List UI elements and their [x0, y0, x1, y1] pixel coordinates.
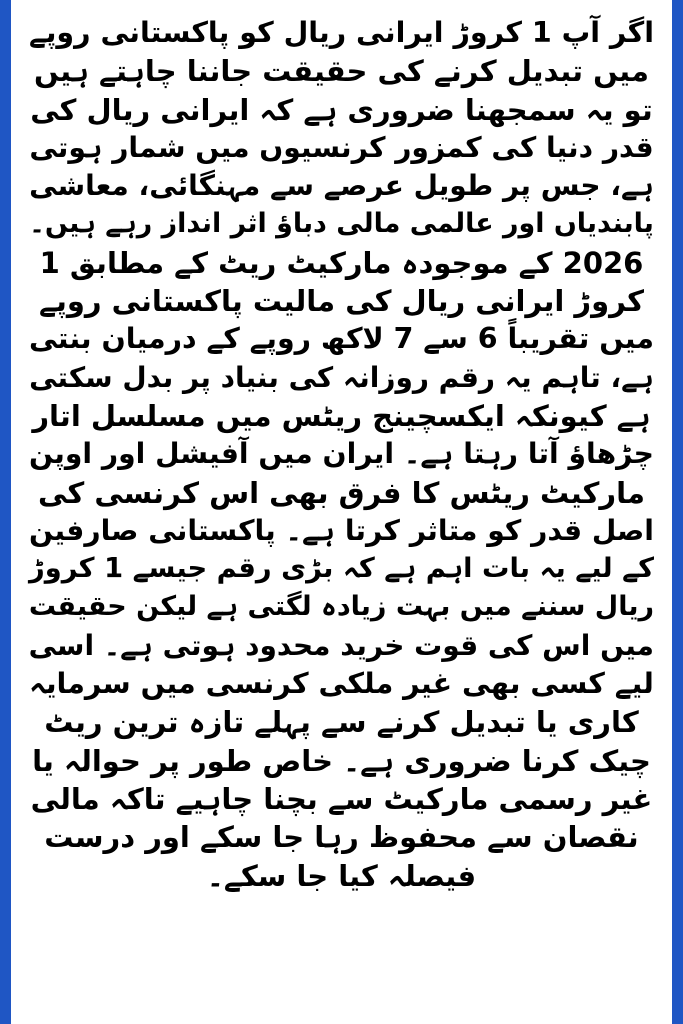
text-line: کے لیے یہ بات اہم ہے کہ بڑی رقم جیسے 1 کروڑ: [29, 553, 654, 585]
text-line: مارکیٹ ریٹس کا فرق بھی اس کرنسی کی: [38, 475, 645, 510]
text-line: کاری یا تبدیل کرنے سے پہلے تازہ ترین ریٹ: [44, 705, 639, 740]
text-line: 2026 کے موجودہ مارکیٹ ریٹ کے مطابق 1: [39, 245, 644, 280]
text-line: میں تقریباً 6 سے 7 لاکھ روپے کے درمیان بنتی: [28, 322, 654, 356]
text-line: پابندیاں اور عالمی مالی دباؤ اثر انداز رہے ہیں۔: [29, 208, 654, 240]
article-page: [11, 0, 672, 1024]
text-line: لیے کسی بھی غیر ملکی کرنسی میں سرمایہ: [29, 667, 654, 701]
text-line: کروڑ ایرانی ریال کی مالیت پاکستانی روپے: [38, 284, 645, 319]
text-line: غیر رسمی مارکیٹ سے بچنا چاہیے تاکہ مالی: [30, 781, 653, 816]
text-line: میں اس کی قوت خرید محدود ہوتی ہے۔ اسی: [28, 628, 654, 662]
text-line: اصل قدر کو متاثر کرتا ہے۔ پاکستانی صارفین: [29, 513, 654, 547]
text-line: ہے، جس پر طویل عرصے سے مہنگائی، معاشی: [29, 169, 654, 203]
text-line: اگر آپ 1 کروڑ ایرانی ریال کو پاکستانی روپے: [29, 16, 654, 49]
text-line: ریال سننے میں بہت زیادہ لگتی ہے لیکن حقیقت: [28, 591, 654, 623]
text-line: قدر دنیا کی کمزور کرنسیوں میں شمار ہوتی: [29, 130, 654, 164]
text-line: فیصلہ کیا جا سکے۔: [206, 858, 477, 893]
article-text: [29, 14, 654, 895]
text-line: ہے کیونکہ ایکسچینج ریٹس میں مسلسل اتار: [32, 398, 651, 433]
text-line: میں تبدیل کرنے کی حقیقت جاننا چاہتے ہیں: [34, 54, 649, 89]
text-line: نقصان سے محفوظ رہا جا سکے اور درست: [44, 820, 639, 855]
text-line: تو یہ سمجھنا ضروری ہے کہ ایرانی ریال کی: [30, 92, 653, 127]
text-line: چیک کرنا ضروری ہے۔ خاص طور پر حوالہ یا: [32, 743, 651, 778]
text-line: چڑھاؤ آتا رہتا ہے۔ ایران میں آفیشل اور اوپن: [28, 437, 654, 471]
text-line: ہے، تاہم یہ رقم روزانہ کی بنیاد پر بدل سکتی: [29, 360, 654, 394]
